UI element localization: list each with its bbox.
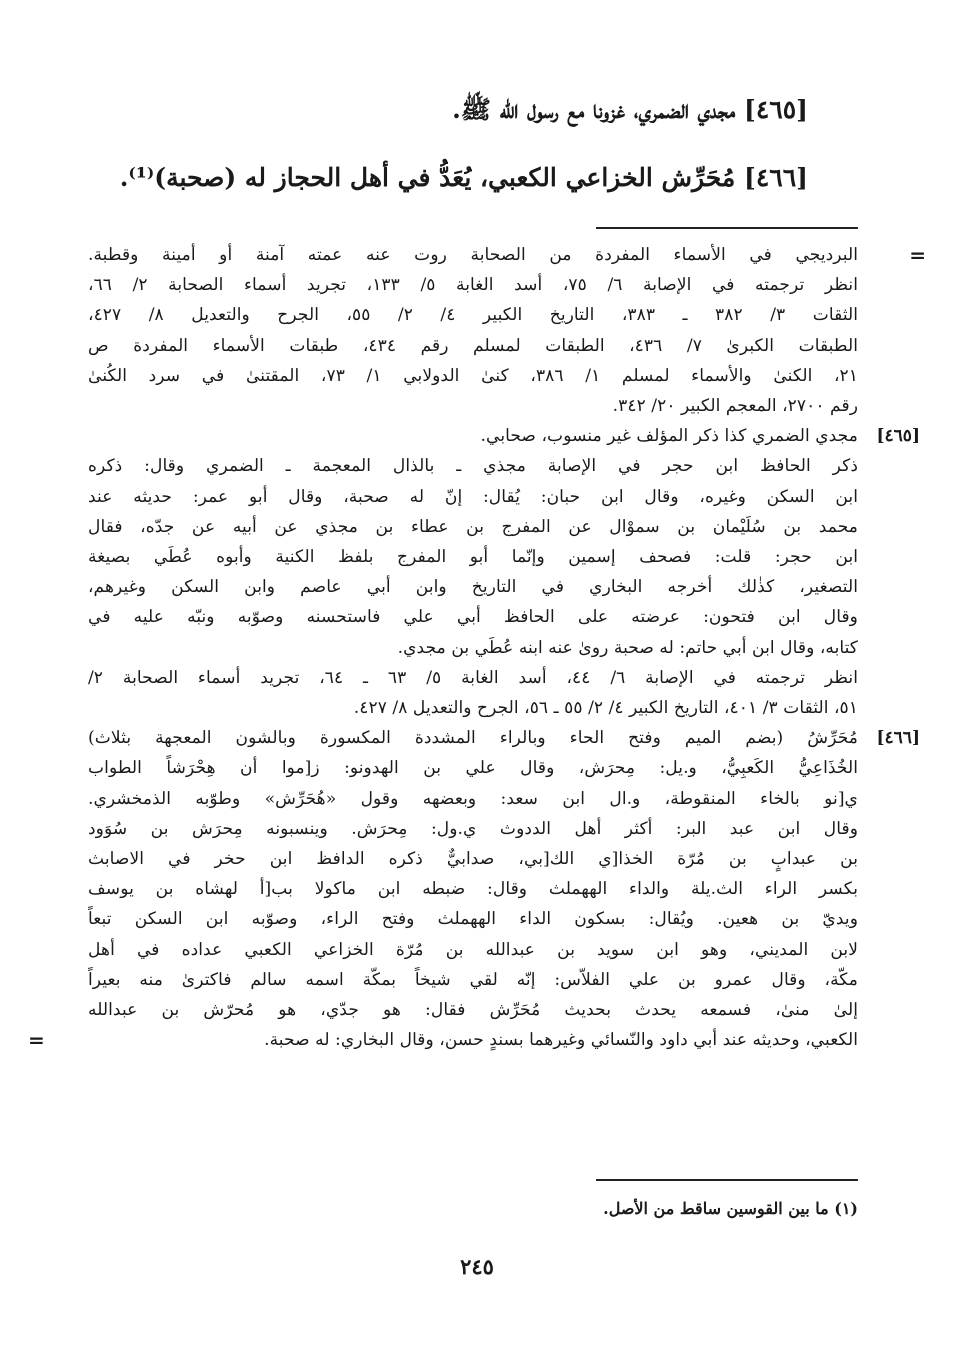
note-line: الطبقات الكبرىٰ ٧/ ٤٣٦، الطبقات لمسلم رقم ٤٣٤، طبقات الأسماء المفردة ص [88, 335, 858, 356]
footnote-1: (١) ما بين القوسين ساقط من الأصل. [603, 1199, 858, 1218]
note-line: محمد بن سُلَيْمان بن سموْال عن المفرج بن عطاء بن مجذي عن أبيه عن جدّه، فقال [88, 516, 858, 537]
commentary [28, 240, 926, 1055]
note-line: مكّة، وقال عمرو بن علي الفلاّس: إنّه لقي شيخاً بمكّة اسمه سالم فاكترىٰ منه بعيراً [88, 969, 858, 990]
note-line: مُحَرِّشُ (بضم الميم وفتح الحاء وبالراء المشددة المكسورة وبالشون المعجهة بثلاث) [88, 728, 858, 749]
note-466 [28, 723, 920, 1055]
note-line: ابن السكن وغيره، وقال ابن حبان: يُقال: إنّ له صحبة، وقال أبو عمر: حديثه عند [88, 486, 858, 507]
note-line: ٥١، الثقات ٣/ ٤٠١، التاريخ الكبير ٤/ ٢/ ٥٥ ـ ٥٦، الجرح والتعديل ٨/ ٤٢٧. [353, 698, 858, 719]
note-465 [88, 421, 920, 723]
note-line: ويديّ بن هعين. ويُقال: بسكون الداء الههملث وفتح الراء، وصوّبه ابن السكن تبعاً [88, 909, 858, 930]
note-line: لابن المديني، وهو ابن سويد بن عبدالله بن مُرّة الخزاعي الكعبي عداده في أهل [88, 939, 858, 960]
note-465-number: [٤٦٥] [876, 426, 920, 447]
note-line: وقال ابن عبد البر: أكثر أهل الددوث ي.ول: مِحرَش. وينسبونه مِحرَش بن سُوَود [88, 818, 858, 839]
entry-466: [٤٦٦] مُحَرِّش الخزاعي الكعبي، يُعَدُّ في أهل الحجاز له (صحبة)⁽¹⁾. [119, 163, 808, 192]
note-line: ذكر الحافظ ابن حجر في الإصابة مجذي ـ بالذال المعجمة ـ الضمري وقال: ذكره [88, 456, 858, 477]
note-line: البرديجي في الأسماء المفردة من الصحابة روت عنه عمته آمنة أو أمينة وقطبة. [88, 245, 858, 265]
note-line: ابن حجر: قلت: فصحف إسمين وإنّما أبو المفرج بلفظ الكنية وأبوه عُطَي بصيغة [88, 547, 858, 568]
note-line: إلىٰ منىٰ، فسمعه يحدث بحديث مُحَرِّش فقال: هو جدّي، هو مُحرّش بن عبدالله [88, 1000, 858, 1021]
note-line: مجدي الضمري كذا ذكر المؤلف غير منسوب، صحابي. [480, 426, 858, 447]
continuation-mark-end: = [28, 1028, 45, 1053]
footnote-separator [596, 1179, 858, 1181]
note-continued [88, 240, 926, 421]
entry-465: [٤٦٥] مجدي الضمري، غزونا مع رسول الله ﷺ. [452, 95, 808, 124]
note-line: الخُذَاعِيُّ الكَعبِيُّ، و.يل: مِحرَش، وقال علي بن الهدونو: ز[موا أن هِحْرَشاً الطواب [88, 758, 858, 779]
note-line: رقم ٢٧٠٠، المعجم الكبير ٢٠/ ٣٤٢. [612, 396, 858, 417]
footnote-separator-top [596, 227, 858, 229]
note-line: بن عبدابٍ بن مُرّة الخذا[ي الك[بي، صدابيٌّ ذكره الدافظ ابن حخر في الاصابث [88, 849, 858, 870]
page-number: ٢٤٥ [460, 1254, 494, 1279]
continuation-mark: = [909, 243, 926, 267]
note-466-number: [٤٦٦] [876, 728, 920, 749]
note-line: بكسر الراء الث.يلة والداء الههملث وقال: ضبطه ابن ماكولا بب[أ لهشاه بن يوسف [88, 879, 858, 900]
note-line: التصغير، كذٰلك أخرجه البخاري في التاريخ وابن أبي عاصم وابن السكن وغيرهم، [88, 577, 858, 598]
note-line: انظر ترجمته في الإصابة ٦/ ٧٥، أسد الغابة ٥/ ١٣٣، تجريد أسماء الصحابة ٢/ ٦٦، [88, 275, 858, 296]
note-line: الثقات ٣/ ٣٨٢ ـ ٣٨٣، التاريخ الكبير ٤/ ٢/ ٥٥، الجرح والتعديل ٨/ ٤٢٧، [88, 305, 858, 326]
note-line: الكعبي، وحديثه عند أبي داود والنّسائي وغيرهما بسندٍ حسن، وقال البخاري: له صحبة. [264, 1030, 858, 1051]
note-line: وقال ابن فتحون: عرضته على الحافظ أبي علي فاستحسنه وصوّبه ونبّه عليه في [88, 607, 858, 628]
note-line: ٢١، الكنىٰ والأسماء لمسلم ١/ ٣٨٦، كنىٰ الدولابي ١/ ٧٣، المقتنىٰ في سرد الكُنىٰ [88, 365, 858, 386]
note-line: انظر ترجمته في الإصابة ٦/ ٤٤، أسد الغابة ٥/ ٦٣ ـ ٦٤، تجريد أسماء الصحابة ٢/ [88, 667, 858, 688]
note-line: ي[نو بالخاء المنقوطة، و.ال ابن سعد: وبعضهه وقول «هُحَرِّش» وطوّبه الذمخشري. [88, 788, 858, 809]
note-line: كتابه، وقال ابن أبي حاتم: له صحبة روىٰ عنه ابنه عُطَي بن مجدي. [397, 637, 858, 658]
